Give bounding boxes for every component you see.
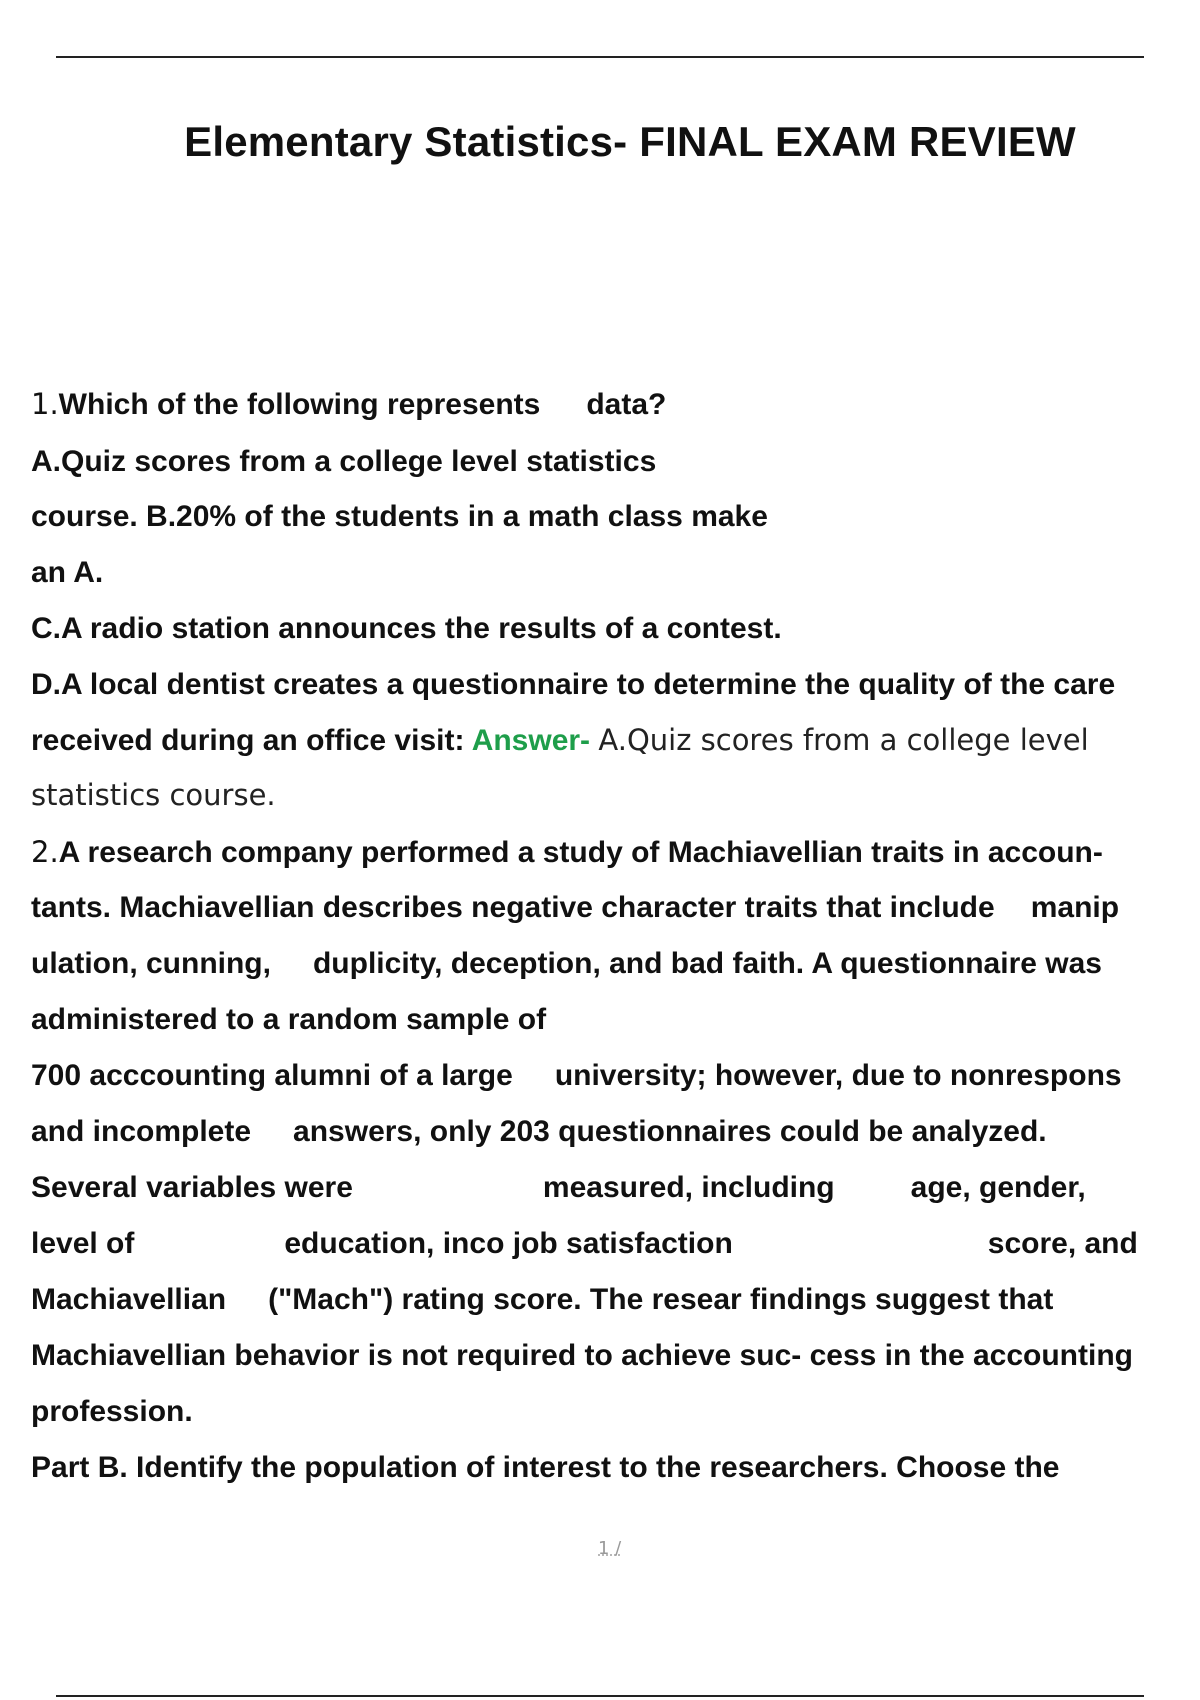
top-rule xyxy=(56,56,1144,58)
q2-l8b: education, inco job satisfaction xyxy=(284,1227,733,1260)
q2-line-10: Machiavellian behavior is not required to achieve suc- cess in the accounting xyxy=(31,1339,1133,1372)
q2-l2a: tants. Machiavellian describes negative character traits that include xyxy=(31,891,995,924)
q2-l1: A research company performed a study of Machiavellian traits in accoun- xyxy=(58,836,1103,869)
q2-l9b: ("Mach") rating score. The resear findings suggest that xyxy=(268,1283,1054,1316)
q1-answer-text-line1: A.Quiz scores from a college level xyxy=(598,723,1089,757)
q2-line-3 xyxy=(31,947,1102,981)
q1-stem xyxy=(31,387,666,422)
q2-line-4: administered to a random sample of xyxy=(31,1003,547,1036)
q2-number: 2. xyxy=(31,835,59,869)
q2-line-5 xyxy=(31,1059,1122,1093)
page-title: Elementary Statistics- FINAL EXAM REVIEW xyxy=(184,118,1076,165)
q2-line-8 xyxy=(31,1227,1138,1261)
q1-stem-text-a: Which of the following represents xyxy=(58,388,541,421)
q2-line-6 xyxy=(31,1115,1047,1149)
q2-line-11: profession. xyxy=(31,1395,193,1428)
q2-line-7 xyxy=(31,1171,1086,1205)
q1-number: 1. xyxy=(31,387,59,421)
q1-option-d-line2 xyxy=(31,723,1089,758)
q2-l3b: duplicity, deception, and bad faith. A questionnaire was xyxy=(312,947,1102,980)
bottom-rule xyxy=(56,1695,1144,1697)
q2-l6a: and incomplete xyxy=(31,1115,252,1148)
q1-option-c: C.A radio station announces the results of a contest. xyxy=(31,612,782,645)
q1-option-b-line2: an A. xyxy=(31,556,104,589)
q2-l8a: level of xyxy=(31,1227,135,1260)
q2-line-2 xyxy=(31,891,1119,925)
q2-l6b: answers, only 203 questionnaires could be analyzed. xyxy=(293,1115,1047,1148)
q1-option-d-line1: D.A local dentist creates a questionnaire to determine the quality of the care xyxy=(31,668,1116,701)
q2-l2b: manip xyxy=(1030,891,1120,924)
q1-option-d-text: received during an office visit: xyxy=(31,724,465,757)
q2-l5a: 700 acccounting alumni of a large xyxy=(31,1059,513,1092)
q1-answer-text-line2: statistics course. xyxy=(31,778,276,812)
q2-line-9 xyxy=(31,1283,1053,1317)
q2-l7a: Several variables were xyxy=(31,1171,353,1204)
q1-stem-text-b: data? xyxy=(586,388,667,421)
q2-l8c: score, and xyxy=(987,1227,1138,1260)
q2-line-1 xyxy=(31,835,1103,870)
q2-line-12: Part B. Identify the population of interest to the researchers. Choose the xyxy=(31,1451,1060,1484)
page-number: 1 / xyxy=(598,1538,622,1559)
q1-answer-label: Answer- xyxy=(471,724,591,757)
q1-option-a-line1: A.Quiz scores from a college level statistics xyxy=(31,445,657,478)
q2-l3a: ulation, cunning, xyxy=(31,947,271,980)
q1-answer-line2 xyxy=(31,778,276,813)
q1-option-a-line2: course. B.20% of the students in a math class make xyxy=(31,500,768,533)
q2-l9a: Machiavellian xyxy=(31,1283,227,1316)
q2-l7b: measured, including xyxy=(542,1171,835,1204)
q2-l5b: university; however, due to nonrespons xyxy=(554,1059,1122,1092)
q2-l7c: age, gender, xyxy=(910,1171,1086,1204)
